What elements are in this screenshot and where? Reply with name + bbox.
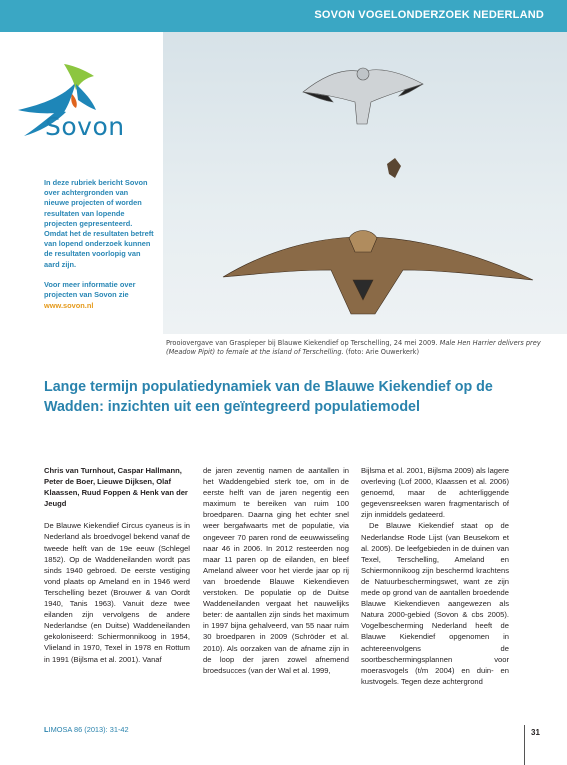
header-title: SOVON VOGELONDERZOEK NEDERLAND	[314, 9, 544, 21]
caption-credit: (foto: Arie Ouwerkerk)	[343, 348, 420, 356]
journal-initial: L	[44, 725, 49, 734]
photo-caption	[166, 339, 561, 357]
paragraph-4: De Blauwe Kiekendief staat op de Nederlandse Rode Lijst (van Beusekom et al. 2005). De leefgebieden in de duinen van Texel, Terschelling, Ameland en Schiermonnikoog zijn beschermd krachtens de Natuurbeschermingswet, want ze zijn mede op grond van de aantallen broedende Blauwe Kiekendieven aangewezen als Natura 2000-gebied (Sovon & cbs 2005). Vogelbescherming Nederland heeft de Blauwe Kiekendief opgenomen in achtereenvolgens de soortbeschermingsplannen voor moerasvogels (t/m 2004) en duin- en kustvogels. Tegen deze achtergrond	[361, 521, 509, 686]
paragraph-1: De Blauwe Kiekendief Circus cyaneus is in Nederland als broedvogel bekend vanaf de tweede helft van de 19e eeuw (Schlegel 1852). Op de Waddeneilanden wordt pas sinds 1940 gebroed. De eerste vestiging vond plaats op Ameland en in 1946 werd Terschelling bezet (Brouwer & van Oordt 1940, Tanis 1963). Vanuit deze twee eilanden zijn vervolgens de andere Nederlandse (en Duitse) Waddeneilanden gekoloniseerd: Schiermonnikoog in 1954, Vlieland in 1970, Texel in 1978 en Rottum in 1991 (Bijlsma et al. 2001). Vanaf	[44, 521, 190, 664]
article-column-1	[44, 465, 190, 665]
article-column-2	[203, 465, 349, 676]
article-title: Lange termijn populatiedynamiek van de Blauwe Kiekendief op de Wadden: inzichten uit een geïntegreerd populatiemodel	[44, 379, 493, 415]
page-divider	[524, 725, 525, 765]
sidebar-info-text: Voor meer informatie over projecten van Sovon zie	[44, 280, 136, 300]
photo-harrier-prey-exchange	[163, 32, 567, 334]
paragraph-3: Bijlsma et al. 2001, Bijlsma 2009) als lagere overleving (Lof 2000, Klaassen et al. 2006) genoemd, maar de achterliggende gegevensreeksen waren fragmentarisch of zijn inmiddels gedateerd.	[361, 466, 509, 520]
sidebar-intro: In deze rubriek bericht Sovon over achtergronden van nieuwe projecten of worden resultaten van lopende projecten gepresenteerd. Omdat het de resultaten betreft van lopend onderzoek kunnen de resultaten voorlopig van aard zijn.	[44, 178, 154, 269]
caption-english: Male Hen Harrier delivers prey (Meadow Pipit) to female at the island of Terschelling.	[166, 339, 541, 356]
page-number: 31	[531, 728, 540, 737]
caption-dutch: Prooiovergave van Graspieper bij Blauwe Kiekendief op Terschelling, 24 mei 2009.	[166, 339, 440, 347]
article-authors: Chris van Turnhout, Caspar Hallmann, Peter de Boer, Lieuwe Dijksen, Olaf Klaassen, Ruud Foppen & Henk van der Jeugd	[44, 466, 188, 509]
female-harrier	[223, 231, 533, 315]
journal-citation: IMOSA 86 (2013): 31-42	[48, 725, 129, 734]
article-column-3	[361, 465, 509, 687]
sovon-logo-text: Sovon	[45, 112, 125, 141]
header-bar	[0, 0, 567, 32]
paragraph-2: de jaren zeventig namen de aantallen in het Waddengebied sterk toe, om in de eerste helft van de jaren negentig een maximum te bereiken van ruim 100 broedparen. Daarna ging het echter snel weer bergafwaarts met de populatie, via ongeveer 70 paren rond de eeuwwisseling naar 46 in 2006. In 2012 resteerden nog maar 11 paren op de eilanden, en bleef Ameland alweer voor het vierde jaar op rij van broedende Blauwe Kiekendieven verstoken. De populatie op de Duitse Waddeneilanden vergaat het nauwelijks beter: de aantallen zijn sinds het maximum in 1997 bijna gehalveerd, van 55 naar ruim 30 broedparen in 2009 (Schröder et al. 2010). Als oorzaken van de afname zijn in de loop der jaren zowel afnemend broedsucces (van der Wal et al. 1999,	[203, 466, 349, 675]
male-harrier	[303, 68, 423, 124]
sovon-website-link[interactable]: www.sovon.nl	[44, 300, 94, 310]
sidebar-info	[44, 178, 154, 321]
journal-reference	[44, 725, 129, 734]
sidebar-more-info	[44, 280, 154, 311]
meadow-pipit-prey	[387, 158, 401, 178]
harrier-illustration	[163, 32, 567, 334]
